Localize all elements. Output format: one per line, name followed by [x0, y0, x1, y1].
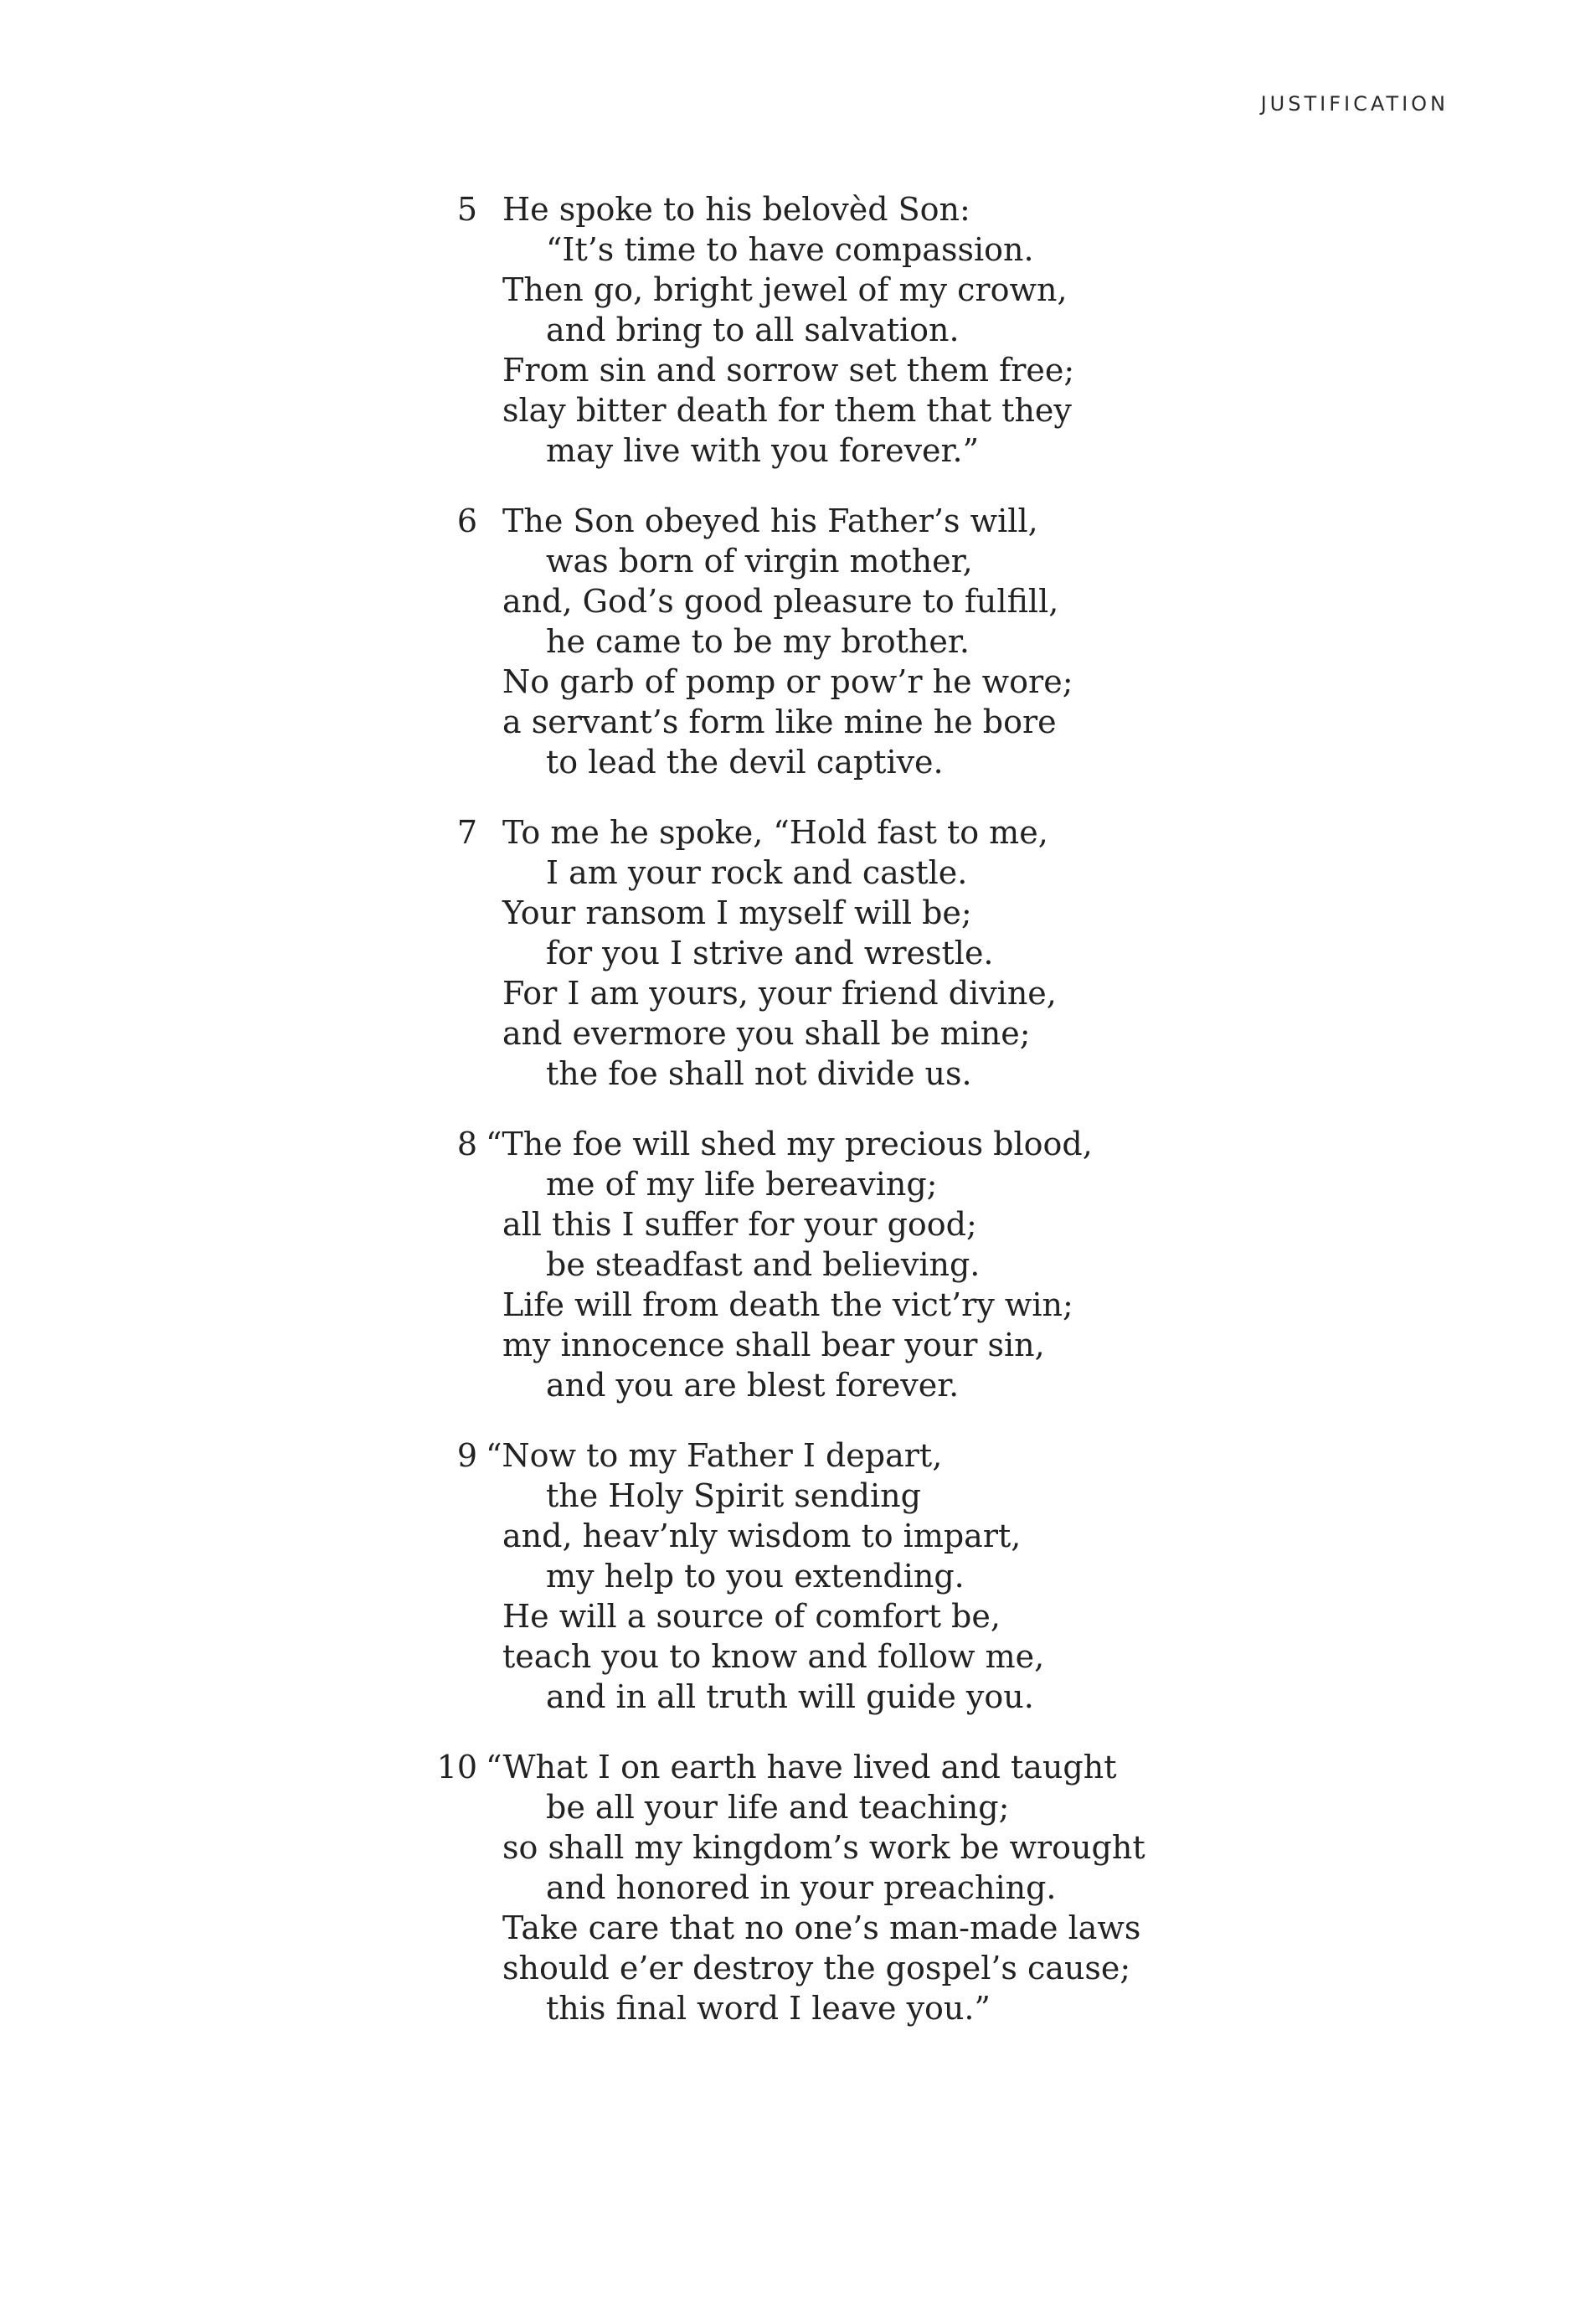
hymn-line: “It’s time to have compassion. — [546, 231, 1034, 268]
hymn-line: should e’er destroy the gospel’s cause; — [502, 1950, 1131, 1986]
hymn-line: to lead the devil captive. — [546, 744, 944, 781]
hymn-line: and, God’s good pleasure to fulfill, — [502, 583, 1059, 620]
stanza-number: 5 — [456, 191, 477, 228]
hymn-line: the foe shall not divide us. — [546, 1055, 972, 1092]
hymn-line: From sin and sorrow set them free; — [502, 352, 1075, 389]
hymn-line: my innocence shall bear your sin, — [502, 1327, 1045, 1363]
hymn-line: and bring to all salvation. — [546, 312, 960, 348]
hymn-line: me of my life bereaving; — [546, 1166, 938, 1203]
stanza-number: 7 — [456, 814, 477, 851]
stanza-9 — [0, 1435, 1570, 1717]
stanza-lines — [486, 1435, 1570, 1717]
hymn-line: I am your rock and castle. — [546, 854, 968, 891]
hymn-line: Then go, bright jewel of my crown, — [502, 271, 1068, 308]
hymn-line: Take care that no one’s man-made laws — [502, 1909, 1141, 1946]
stanza-lines — [486, 1124, 1570, 1405]
running-head: JUSTIFICATION — [1260, 92, 1449, 116]
hymn-line: “What I on earth have lived and taught — [486, 1749, 1117, 1786]
hymn-line: No garb of pomp or pow’r he wore; — [502, 663, 1073, 700]
stanza-10 — [0, 1747, 1570, 2028]
stanza-number: 6 — [456, 502, 477, 539]
hymn-line: He will a source of comfort be, — [502, 1598, 1001, 1635]
stanza-5 — [0, 189, 1570, 471]
hymn-text — [0, 189, 1570, 2059]
stanza-number: 8 — [456, 1126, 477, 1162]
hymn-line: for you I strive and wrestle. — [546, 935, 994, 971]
stanza-7 — [0, 812, 1570, 1094]
hymn-line: Your ransom I myself will be; — [502, 894, 972, 931]
hymn-line: and honored in your preaching. — [546, 1869, 1057, 1906]
hymn-line: all this I suffer for your good; — [502, 1206, 977, 1243]
hymn-line: and, heav’nly wisdom to impart, — [502, 1518, 1022, 1554]
hymn-line: he came to be my brother. — [546, 623, 970, 660]
hymn-line: so shall my kingdom’s work be wrought — [502, 1829, 1145, 1866]
hymn-line: Life will from death the vict’ry win; — [502, 1286, 1073, 1323]
stanza-lines — [502, 812, 1570, 1094]
hymn-line: “Now to my Father I depart, — [486, 1437, 943, 1474]
stanza-number: 10 — [436, 1749, 477, 1786]
hymn-line: “The foe will shed my precious blood, — [486, 1126, 1093, 1162]
stanza-number: 9 — [456, 1437, 477, 1474]
hymn-line: the Holy Spirit sending — [546, 1477, 921, 1514]
stanza-6 — [0, 501, 1570, 782]
stanza-lines — [502, 189, 1570, 471]
hymn-line: this final word I leave you.” — [546, 1990, 991, 2027]
hymn-line: may live with you forever.” — [546, 432, 980, 469]
hymn-line: For I am yours, your friend divine, — [502, 975, 1057, 1012]
hymn-line: and you are blest forever. — [546, 1367, 960, 1404]
stanza-lines — [486, 1747, 1570, 2028]
hymn-line: teach you to know and follow me, — [502, 1638, 1045, 1675]
stanza-lines — [502, 501, 1570, 782]
hymn-line: a servant’s form like mine he bore — [502, 703, 1057, 740]
stanza-8 — [0, 1124, 1570, 1405]
hymn-line: He spoke to his belovèd Son: — [502, 191, 970, 228]
hymn-line: was born of virgin mother, — [546, 543, 973, 580]
hymn-line: my help to you extending. — [546, 1558, 965, 1595]
hymn-line: and in all truth will guide you. — [546, 1678, 1034, 1715]
hymn-line: To me he spoke, “Hold fast to me, — [502, 814, 1048, 851]
hymn-line: be all your life and teaching; — [546, 1789, 1010, 1826]
hymn-line: and evermore you shall be mine; — [502, 1015, 1031, 1052]
hymn-line: be steadfast and believing. — [546, 1246, 981, 1283]
hymn-line: slay bitter death for them that they — [502, 392, 1072, 429]
hymn-line: The Son obeyed his Father’s will, — [502, 502, 1038, 539]
